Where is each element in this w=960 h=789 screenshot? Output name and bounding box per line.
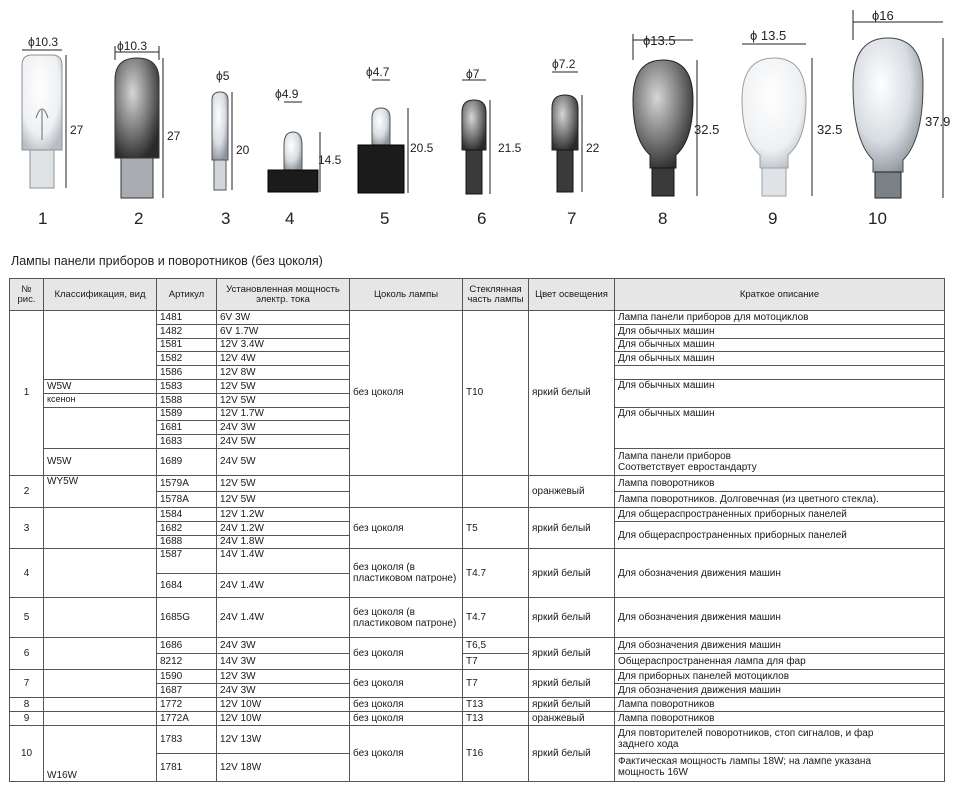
bulb-9 [742,28,842,228]
base-cell: без цоколя [350,311,463,476]
article-cell: 1684 [157,574,217,598]
power-cell: 6V 1.7W [217,324,350,338]
classification-cell [44,638,157,670]
power-cell: 12V 13W [217,725,350,753]
article-cell: 1590 [157,670,217,684]
classification-cell: ксенон [44,393,157,407]
classification-cell [44,407,157,448]
base-cell: без цоколя [350,725,463,781]
power-cell: 24V 5W [217,448,350,475]
table-header-row [10,279,945,311]
color-cell: яркий белый [529,311,615,476]
table-row [10,711,945,725]
article-cell: 1683 [157,435,217,449]
power-cell: 12V 10W [217,711,350,725]
glass-cell [463,475,529,507]
power-cell: 12V 5W [217,475,350,491]
description-cell: Для общераспространенных приборных панелей [615,521,945,549]
fig-cell: 2 [10,475,44,507]
classification-cell [44,311,157,380]
color-cell: яркий белый [529,638,615,670]
power-cell: 12V 5W [217,491,350,507]
article-cell: 1589 [157,407,217,421]
description-cell [615,725,945,753]
base-cell: без цоколя (в пластиковом патроне) [350,598,463,638]
bulb-9-diameter: ϕ 13.5 [750,28,787,43]
bulb-8-number: 8 [658,209,668,228]
power-cell: 24V 1.4W [217,574,350,598]
base-cell: без цоколя [350,711,463,725]
power-cell: 12V 5W [217,393,350,407]
glass-cell: T13 [463,711,529,725]
article-cell: 1681 [157,421,217,435]
article-cell: 1584 [157,507,217,521]
article-cell: 1772A [157,711,217,725]
fig-cell: 5 [10,598,44,638]
bulb-6-height: 21.5 [498,141,522,155]
power-cell: 12V 3.4W [217,338,350,352]
power-cell: 12V 3W [217,670,350,684]
classification-cell [44,670,157,698]
article-cell: 1781 [157,753,217,781]
header-fig: № рис. [10,279,44,311]
bulb-4 [268,87,342,228]
bulb-3 [212,69,250,228]
power-cell: 24V 1.4W [217,598,350,638]
classification-cell [44,598,157,638]
bulb-illustrations [0,0,960,240]
description-cell: Лампа поворотников. Долговечная (из цветного стекла). [615,491,945,507]
article-cell: 1581 [157,338,217,352]
fig-cell: 8 [10,697,44,711]
article-cell: 1685G [157,598,217,638]
glass-cell: T16 [463,725,529,781]
bulb-8-height: 32.5 [694,122,720,137]
bulb-6 [462,67,522,228]
article-cell: 1783 [157,725,217,753]
bulb-1 [22,35,84,228]
article-cell: 1578A [157,491,217,507]
color-cell: яркий белый [529,507,615,548]
power-cell: 12V 1.2W [217,507,350,521]
power-cell: 24V 1.2W [217,521,350,535]
article-cell: 1687 [157,684,217,698]
fig-cell: 4 [10,549,44,598]
description-cell: Для обычных машин [615,407,945,448]
bulb-9-number: 9 [768,209,778,228]
bulb-4-diameter: ϕ4.9 [275,87,299,101]
power-cell: 24V 3W [217,421,350,435]
base-cell: без цоколя [350,670,463,698]
bulb-1-diameter: ϕ10.3 [28,35,59,49]
base-cell: без цоколя [350,638,463,670]
fig-cell: 7 [10,670,44,698]
power-cell: 12V 8W [217,366,350,380]
article-cell: 1682 [157,521,217,535]
description-line: Для повторителей поворотников, стоп сигналов, и фар [618,728,874,740]
table-row [10,598,945,638]
bulb-3-diameter: ϕ5 [216,69,230,83]
description-cell [615,448,945,475]
article-cell: 1586 [157,366,217,380]
bulb-1-number: 1 [38,209,48,228]
bulb-5-number: 5 [380,209,390,228]
description-cell: Для обозначения движения машин [615,684,945,698]
bulb-2 [115,39,181,228]
glass-cell: T13 [463,697,529,711]
bulb-9-height: 32.5 [817,122,843,137]
article-cell: 1481 [157,311,217,325]
fig-cell: 6 [10,638,44,670]
header-article: Артикул [157,279,217,311]
description-line: Соответствует евростандарту [618,461,757,473]
classification-cell [44,697,157,711]
header-base: Цоколь лампы [350,279,463,311]
description-cell: Для обычных машин [615,324,945,338]
glass-cell: T6,5 [463,638,529,654]
glass-cell: T4.7 [463,549,529,598]
bulb-8 [633,33,719,228]
bulb-7-number: 7 [567,209,577,228]
description-cell [615,366,945,380]
description-cell: Для обозначения движения машин [615,598,945,638]
base-cell: без цоколя [350,507,463,548]
bulb-2-height: 27 [167,129,181,143]
power-cell: 12V 18W [217,753,350,781]
table-row [10,311,945,325]
header-classification: Классификация, вид [44,279,157,311]
description-cell: Лампа панели приборов для мотоциклов [615,311,945,325]
article-cell: 1482 [157,324,217,338]
bulb-7-height: 22 [586,141,600,155]
bulb-5-height: 20.5 [410,141,434,155]
power-cell: 24V 1.8W [217,535,350,549]
color-cell: яркий белый [529,598,615,638]
article-cell: 8212 [157,654,217,670]
power-cell: 12V 4W [217,352,350,366]
header-color: Цвет освещения [529,279,615,311]
description-cell: Для приборных панелей мотоциклов [615,670,945,684]
article-cell: 1579A [157,475,217,491]
classification-cell [44,549,157,598]
classification-cell: W5W [44,448,157,475]
color-cell: яркий белый [529,549,615,598]
article-cell: 1688 [157,535,217,549]
bulb-2-number: 2 [134,209,144,228]
description-cell: Для обозначения движения машин [615,638,945,654]
base-cell: без цоколя (в пластиковом патроне) [350,549,463,598]
bulb-4-number: 4 [285,209,295,228]
glass-cell: T7 [463,654,529,670]
description-cell: Для общераспространенных приборных панелей [615,507,945,521]
fig-cell: 9 [10,711,44,725]
table-row [10,549,945,574]
bulb-8-diameter: ϕ13.5 [643,33,676,48]
table-row [10,638,945,654]
article-cell: 1588 [157,393,217,407]
table-row [10,507,945,521]
article-cell: 1587 [157,549,217,574]
base-cell: без цоколя [350,697,463,711]
table-row [10,697,945,711]
bulb-7 [552,57,600,228]
fig-cell: 3 [10,507,44,548]
description-cell: Лампа поворотников [615,697,945,711]
power-cell: 14V 3W [217,654,350,670]
description-cell: Общераспространенная лампа для фар [615,654,945,670]
description-line: заднего хода [618,739,679,751]
power-cell: 14V 1.4W [217,549,350,574]
fig-cell: 10 [10,725,44,781]
color-cell: яркий белый [529,697,615,711]
color-cell: оранжевый [529,475,615,507]
power-cell: 12V 5W [217,379,350,393]
description-line: мощность 16W [618,767,688,779]
glass-cell: T10 [463,311,529,476]
power-cell: 12V 1.7W [217,407,350,421]
description-cell: Лампа поворотников [615,711,945,725]
glass-cell: T5 [463,507,529,548]
bulb-5-diameter: ϕ4.7 [366,65,390,79]
base-cell [350,475,463,507]
classification-cell [44,507,157,548]
color-cell: яркий белый [529,725,615,781]
power-cell: 6V 3W [217,311,350,325]
table-row [10,670,945,684]
bulb-5 [358,65,434,228]
classification-cell [44,711,157,725]
color-cell: оранжевый [529,711,615,725]
description-cell: Для обычных машин [615,352,945,366]
glass-cell: T4.7 [463,598,529,638]
classification-cell: W5W [44,379,157,393]
description-cell: Для обычных машин [615,379,945,407]
table-row [10,725,945,753]
header-power: Установленная мощность электр. тока [217,279,350,311]
description-line: Фактическая мощность лампы 18W; на лампе указана [618,756,872,768]
article-cell: 1583 [157,379,217,393]
bulb-2-diameter: ϕ10.3 [117,39,148,53]
power-cell: 12V 10W [217,697,350,711]
bulb-6-number: 6 [477,209,487,228]
glass-cell: T7 [463,670,529,698]
classification-cell: WY5W [44,475,157,507]
table-row [10,475,945,491]
lamp-table [9,278,945,782]
classification-cell: W16W [44,725,157,781]
bulb-1-height: 27 [70,123,84,137]
description-cell: Для обозначения движения машин [615,549,945,598]
header-glass: Стеклянная часть лампы [463,279,529,311]
bulb-10-diameter: ϕ16 [872,8,894,23]
table-caption: Лампы панели приборов и поворотников (без цоколя) [11,254,323,268]
article-cell: 1686 [157,638,217,654]
description-line: Лампа панели приборов [618,450,731,462]
article-cell: 1582 [157,352,217,366]
power-cell: 24V 3W [217,638,350,654]
description-cell: Лампа поворотников [615,475,945,491]
bulb-3-number: 3 [221,209,231,228]
power-cell: 24V 5W [217,435,350,449]
fig-cell: 1 [10,311,44,476]
bulb-10-number: 10 [868,209,887,228]
article-cell: 1689 [157,448,217,475]
description-cell [615,753,945,781]
color-cell: яркий белый [529,670,615,698]
power-cell: 24V 3W [217,684,350,698]
bulb-7-diameter: ϕ7.2 [552,57,576,71]
article-cell: 1772 [157,697,217,711]
description-cell: Для обычных машин [615,338,945,352]
bulb-6-diameter: ϕ7 [466,67,480,81]
bulb-4-height: 14.5 [318,153,342,167]
bulb-10 [853,8,950,228]
header-description: Краткое описание [615,279,945,311]
bulb-10-height: 37.9 [925,114,951,129]
bulb-3-height: 20 [236,143,250,157]
